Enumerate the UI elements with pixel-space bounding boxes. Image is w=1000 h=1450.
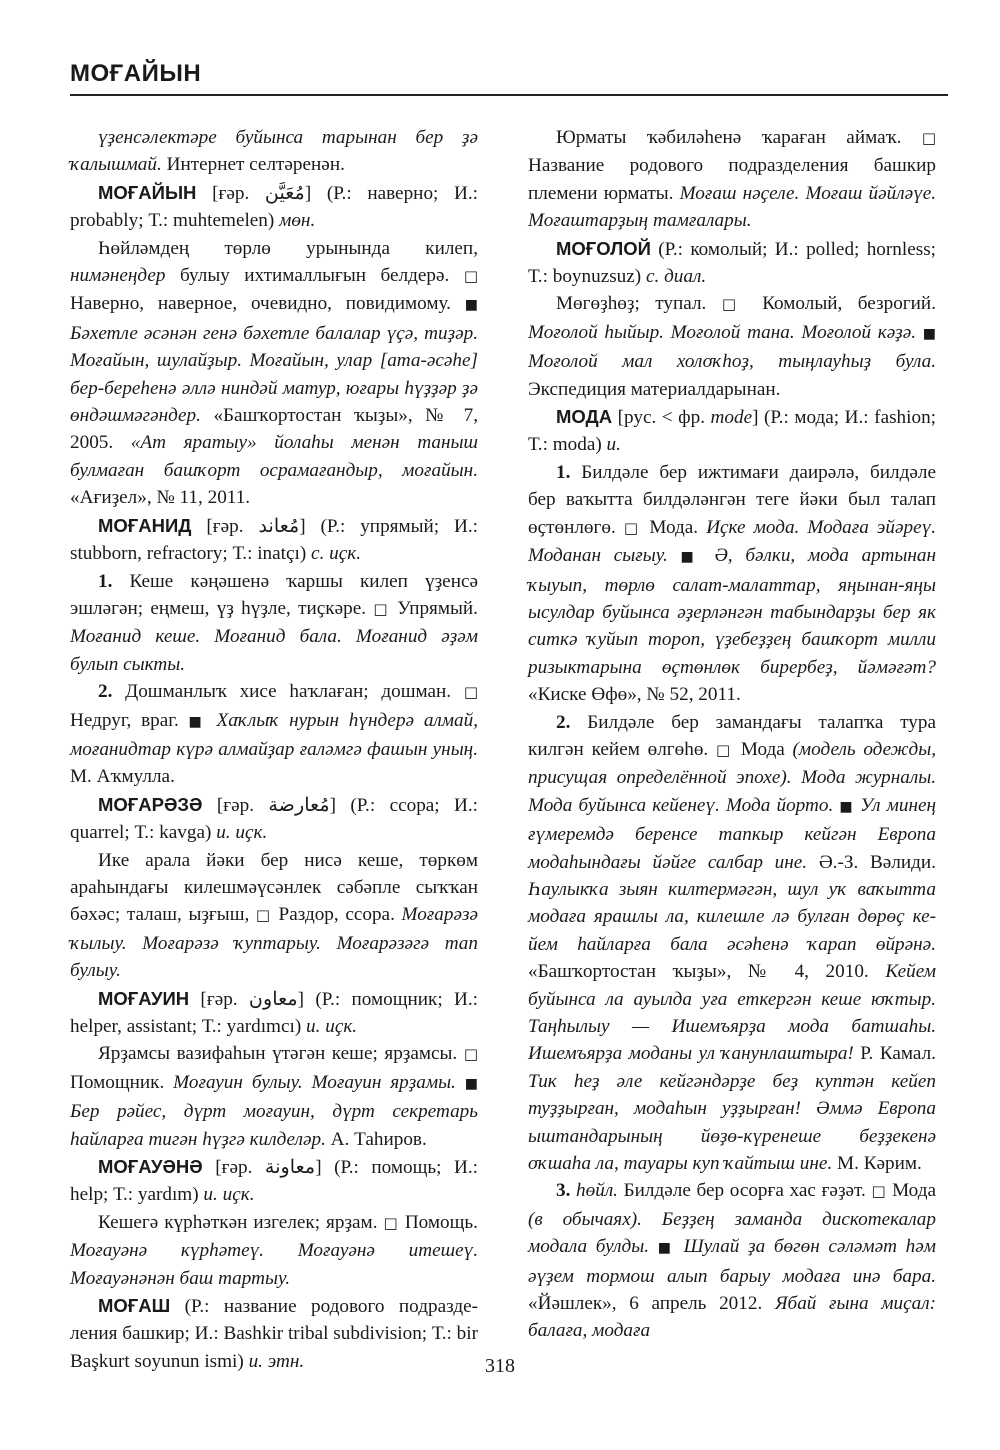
- entry-paragraph: үҙенсәлектәре буйынса тарынан бер ҙә ҡалышмай. Интернет селтәренән.: [70, 127, 478, 176]
- right-column: [528, 124, 936, 1345]
- entry-paragraph: МОҒАРӘЗӘ [ғәр. مُعارضة] (Р.: ссора; И.: quarrel; Т.: kavga) и. иҫк.: [70, 793, 478, 844]
- running-head: МОҒАЙЫН: [70, 60, 202, 87]
- left-column: [70, 124, 478, 1375]
- header-rule: [70, 94, 948, 96]
- entry-paragraph: Ике арала йәки бер нисә кеше, төркөм араһындағы килешмәүсәнлек сәбәпле сыҡҡан бәхәс; талаш, ыҙғыш, □ Раздор, ссора. Моғарәзә ҡылыу. Моғарәзә ҡуптарыу. Моғарәзәгә тап булыу.: [70, 849, 478, 982]
- entry-paragraph: МОҒАШ (Р.: название родового подразделения башкир; И.: Bashkir tribal subdivision; Т.: bir Başkurt soyunun ismi) и. этн.: [70, 1295, 478, 1372]
- entry-paragraph: МОҒОЛОЙ (Р.: комолый; И.: polled; hornless; Т.: boynuzsuz) с. диал.: [528, 237, 936, 288]
- entry-paragraph: 1. Кеше кәңәшенә ҡаршы килеп үҙенсә эшләгән; еңмеш, үҙ һүҙле, тиҫкәре. □ Упрямый. Моғанид кеше. Моғанид бала. Моғанид әҙәм булып сыкты.: [70, 570, 478, 675]
- entry-paragraph: МОҒАУИН [ғәр. معاون] (Р.: помощник; И.: helper, assistant; Т.: yardımcı) и. иҫк.: [70, 987, 478, 1037]
- entry-paragraph: Ярҙамсы вазифаһын үтәгән кеше; ярҙамсы. □ Помощник. Моғауин булыу. Моғауин ярҙамы. ■ Бер рәйес, дүрт моғауин, дүрт секретарь һайларға тигән һүҙгә килделәр. А. Таһиров.: [70, 1043, 478, 1150]
- entry-paragraph: Мөгөҙһөҙ; тупал. □ Комолый, безрогий. Моғолой һыйыр. Моғолой тана. Моғолой кәҙә. ■ Моғолой мал холоҡһоҙ, тыңлауһыҙ була. Экспедиция материалдарынан.: [528, 293, 936, 400]
- entry-paragraph: 3. һөйл. Билдәле бер осорға хас ғәҙәт. □ Мода (в обычаях). Беҙҙең заманда дискотекалар модала булды. ■ Шулай ҙа бөгөн сәләмәт һәм әүҙем тормош алып барыу модаға инә бара. «Йәшлек», 6 апрель 2012. Ябай ғына миҫал: балаға, модаға: [528, 1180, 937, 1342]
- entry-paragraph: МОҒАНИД [ғәр. مُعاند] (Р.: упрямый; И.: stubborn, refractory; Т.: inatçı) с. иҫк.: [70, 514, 478, 565]
- entry-paragraph: 2. Билдәле бер замандағы талапҡа тура килгән кейем өлгөһө. □ Мода (модель одежды, присущая определённой эпохе). Мода журналы. Мода буйынса кейенеү. Мода йорто. ■ Ул минең ғүмеремдә беренсе тапкыр кейгән Европа модаһындағы йәйге салбар ине. Ә.-З. Вәлиди. Һаулыкҡа зыян килтермәгән, шул уҡ ваҡытта модаға ярашлы ла, килешле лә булған дөрөҫ кейем һайларға бала әсәһенә ҡарап өйрәнә. «Башҡортостан ҡыҙы», № 4, 2010. Кейем буйынса ла ауылда уға еткергән кеше юҡтыр. Таңһылыу — Ишемъярҙа мода батшаһы. Ишемъярҙа моданы ул ҡанунлаштыра! Р. Камал. Тик һеҙ әле кейгәндәрҙе беҙ куптән кейеп туҙҙырған, модаһын уҙҙырған! Әммә Европа ыштандарының йөҙө-күренеше беҙҙекенә оҡшаһа ла, тауары куп ҡайтыш ине. М. Кәрим.: [528, 711, 937, 1175]
- entry-paragraph: 1. Билдәле бер ижтимағи даирәлә, билдәле бер ваҡытта билдәләнгән теге йәки был талап өҫтөнлөгө. □ Мода. Иҫке мода. Модаға эйәреү. Моданан сығыу. ■ Ә, бәлки, мода артынан ҡыуып, төрлө салат-малаттар, яңынан-яңы ысулдар буйынса әҙерләнгән табындарҙы бер як ситкә ҡуйып тороп, үҙебеҙҙең башҡорт милли ризыктарына өҫтөнлөк бирербеҙ, йәмәғәт? «Киске Өфө», № 52, 2011.: [528, 461, 936, 706]
- entry-paragraph: Юрматы ҡәбиләһенә ҡараған аймаҡ. □ Название родового подразделения башкир племени юрматы. Моғаш нәҫеле. Моғаш йәйләүе. Моғаштарҙың тамғалары.: [528, 127, 937, 232]
- page-number: 318: [485, 1355, 515, 1377]
- entry-paragraph: Кешегә күрһәткән изгелек; ярҙам. □ Помощь. Моғауәнә күрһәтеү. Моғауәнә итешеү. Моғауәнәнән баш тартыу.: [70, 1211, 478, 1289]
- entry-paragraph: Һөйләмдең төрлө урынында килеп, нимәнеңдер булыу ихтималлығын белдерә. □ Наверно, наверное, очевидно, повидимому. ■ Бәхетле әсәнән генә бәхетле балалар үҫә, тиҙәр. Моғайын, шулайҙыр. Моғайын, улар [ата-әсәһе] бер-береһенә әллә ниндәй матур, юғары һүҙҙәр ҙә өндәшмәгәндер. «Башҡортостан ҡыҙы», № 7, 2005. «Ат яратыу» йолаһы менән таныш булмаған башҡорт осрамағандыр, моғайын. «Ағиҙел», № 11, 2011.: [70, 237, 479, 509]
- entry-paragraph: МОҒАУӘНӘ [ғәр. معاونة] (Р.: помощь; И.: help; Т.: yardım) и. иҫк.: [70, 1156, 478, 1206]
- entry-paragraph: МОҒАЙЫН [ғәр. مُعَيَّن] (Р.: наверно; И.: probably; Т.: muhtemelen) мөн.: [70, 181, 479, 232]
- entry-paragraph: 2. Дошманлыҡ хисе һаҡлаған; дошман. □ Недруг, враг. ■ Хаҡлыҡ нурын һүндерә алмай, моғанидтар күрә алмайҙар ғаләмгә фашын уның. М. Аҡмулла.: [70, 681, 479, 788]
- entry-paragraph: МОДА [рус. < фр. mode] (Р.: мода; И.: fashion; Т.: moda) и.: [528, 406, 936, 456]
